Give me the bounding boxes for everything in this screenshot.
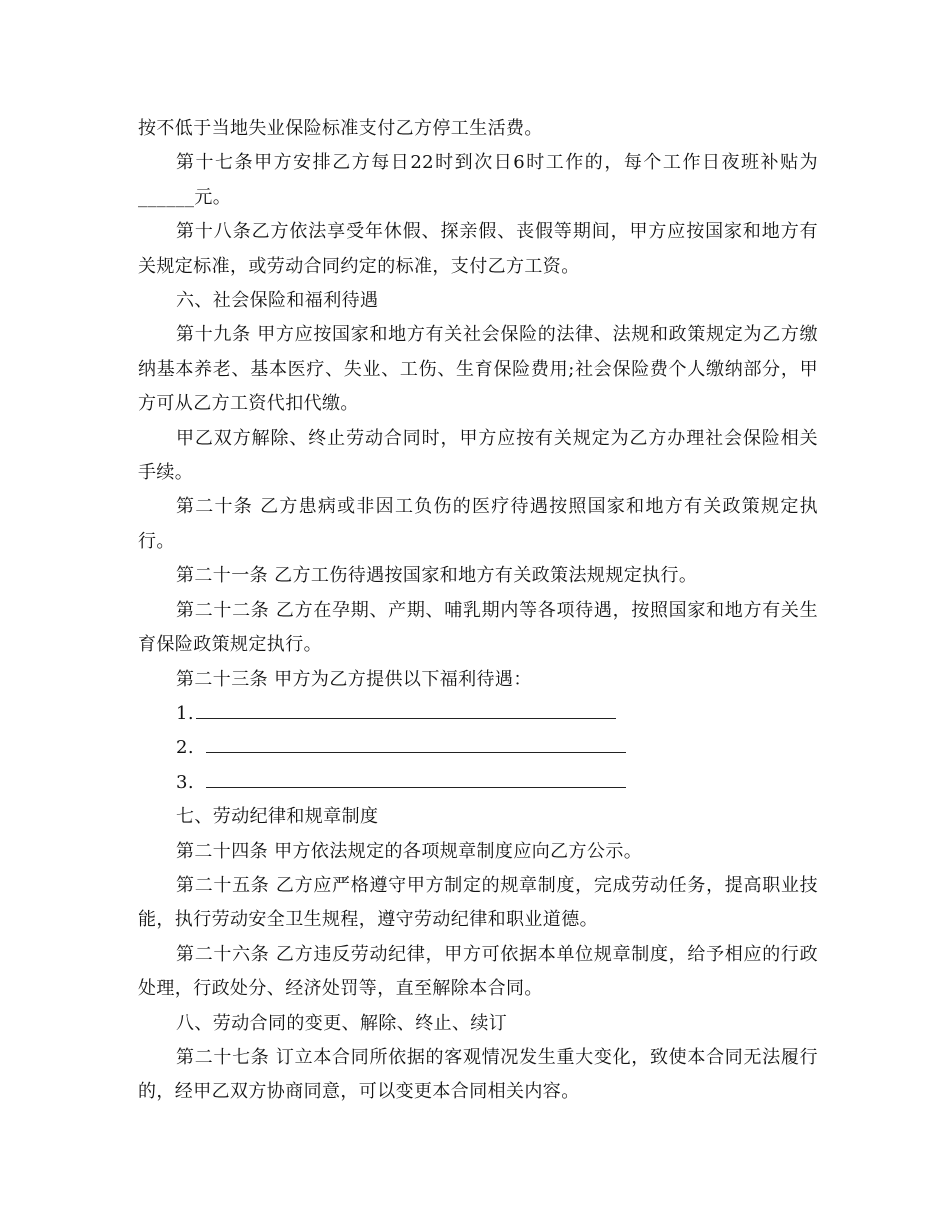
welfare-blank-line-1 xyxy=(138,697,818,731)
paragraph-article-26: 第二十六条 乙方违反劳动纪律，甲方可依据本单位规章制度，给予相应的行政处理，行政处分、经济处罚等，直至解除本合同。 xyxy=(138,943,818,1000)
section-heading-contract-changes: 八、劳动合同的变更、解除、终止、续订 xyxy=(176,1012,508,1034)
fill-in-line xyxy=(206,734,626,753)
fill-in-line xyxy=(196,700,616,719)
paragraph-article-22: 第二十二条 乙方在孕期、产期、哺乳期内等各项待遇，按照国家和地方有关生育保险政策规定执行。 xyxy=(138,599,818,656)
blank-label: 2. xyxy=(176,737,194,759)
paragraph-article-27: 第二十七条 订立本合同所依据的客观情况发生重大变化，致使本合同无法履行的，经甲乙双方协商同意，可以变更本合同相关内容。 xyxy=(138,1046,818,1103)
paragraph-article-25: 第二十五条 乙方应严格遵守甲方制定的规章制度，完成劳动任务，提高职业技能，执行劳动安全卫生规程，遵守劳动纪律和职业道德。 xyxy=(138,874,818,931)
paragraph-stoppage-pay: 按不低于当地失业保险标准支付乙方停工生活费。 xyxy=(138,118,543,139)
paragraph-article-21: 第二十一条 乙方工伤待遇按国家和地方有关政策法规规定执行。 xyxy=(176,565,698,587)
paragraph-article-20: 第二十条 乙方患病或非因工负伤的医疗待遇按照国家和地方有关政策规定执行。 xyxy=(138,496,818,552)
document-body xyxy=(138,112,818,1110)
paragraph-article-17: 第十七条甲方安排乙方每日22时到次日6时工作的，每个工作日夜班补贴为______元。 xyxy=(138,152,818,208)
fill-in-line xyxy=(206,769,626,788)
paragraph-article-18: 第十八条乙方依法享受年休假、探亲假、丧假等期间，甲方应按国家和地方有关规定标准，或劳动合同约定的标准，支付乙方工资。 xyxy=(138,221,818,277)
welfare-blank-line-3 xyxy=(138,766,818,800)
paragraph-article-19: 第十九条 甲方应按国家和地方有关社会保险的法律、法规和政策规定为乙方缴纳基本养老、基本医疗、失业、工伤、生育保险费用;社会保险费个人缴纳部分，甲方可从乙方工资代扣代缴。 xyxy=(138,324,818,415)
paragraph-termination-insurance: 甲乙双方解除、终止劳动合同时，甲方应按有关规定为乙方办理社会保险相关手续。 xyxy=(138,427,818,484)
section-heading-social-insurance: 六、社会保险和福利待遇 xyxy=(176,290,379,312)
blank-label: 3. xyxy=(176,771,194,793)
section-heading-discipline: 七、劳动纪律和规章制度 xyxy=(176,806,379,828)
paragraph-article-24: 第二十四条 甲方依法规定的各项规章制度应向乙方公示。 xyxy=(176,840,643,862)
welfare-blank-line-2 xyxy=(138,731,818,765)
paragraph-article-23: 第二十三条 甲方为乙方提供以下福利待遇： xyxy=(176,668,532,690)
blank-label: 1. xyxy=(176,702,194,724)
